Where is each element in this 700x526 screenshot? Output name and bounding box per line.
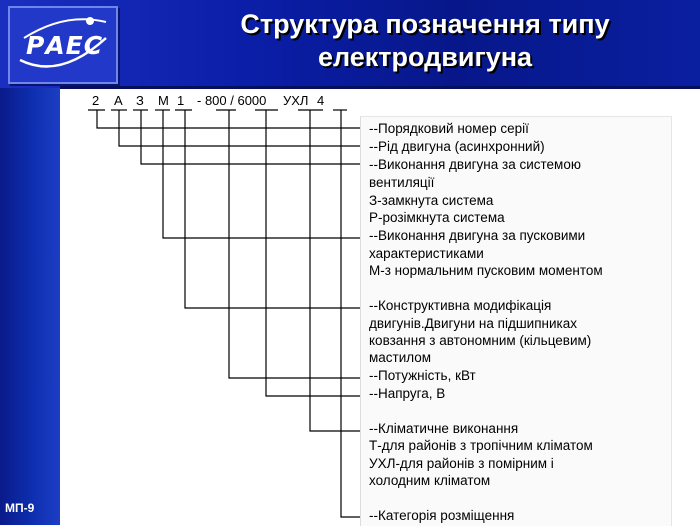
title-line-1: Структура позначення типу bbox=[240, 9, 610, 39]
connector-start bbox=[163, 110, 360, 238]
desc-series: --Порядковий номер серії bbox=[369, 121, 529, 136]
code-part-series: 2 bbox=[92, 93, 100, 108]
desc-modification-cont2: ковзання з автономним (кільцевим) bbox=[369, 333, 592, 348]
desc-type: --Рід двигуна (асинхронний) bbox=[369, 139, 545, 154]
connector-climate bbox=[310, 110, 360, 431]
desc-modification: --Конструктивна модифікація bbox=[369, 298, 552, 313]
code-part-power-voltage: - 800 / 6000 bbox=[197, 93, 267, 108]
code-part-type: А bbox=[114, 93, 123, 108]
desc-modification-cont3: мастилом bbox=[369, 350, 432, 365]
connector-location bbox=[341, 110, 360, 517]
slide-code: МП-9 bbox=[5, 501, 35, 515]
connector-power bbox=[229, 110, 360, 378]
desc-location: --Категорія розміщення bbox=[369, 508, 515, 523]
desc-ventilation-cont: вентиляції bbox=[369, 175, 435, 190]
code-part-location: 4 bbox=[317, 93, 325, 108]
title-line-2: електродвигуна bbox=[317, 42, 533, 72]
desc-modification-cont1: двигунів.Двигуни на підшипниках bbox=[369, 316, 577, 331]
desc-tropical: Т-для районів з тропічним кліматом bbox=[369, 438, 593, 453]
connector-modification bbox=[185, 110, 360, 308]
desc-ventilation: --Виконання двигуна за системою bbox=[369, 157, 581, 172]
code-part-climate: УХЛ bbox=[283, 93, 309, 108]
code-part-ventilation: З bbox=[136, 93, 144, 108]
desc-climate: --Кліматичне виконання bbox=[369, 421, 519, 436]
desc-temperate: УХЛ-для районів з помірним і bbox=[369, 456, 554, 471]
desc-temperate-cont: холодним кліматом bbox=[369, 473, 491, 488]
desc-voltage: --Напруга, В bbox=[369, 386, 446, 401]
desc-closed-system: З-замкнута система bbox=[369, 193, 494, 208]
desc-open-system: Р-розімкнута система bbox=[369, 210, 505, 225]
code-part-start: М bbox=[158, 93, 169, 108]
desc-starting-cont: характеристиками bbox=[369, 246, 484, 261]
desc-starting: --Виконання двигуна за пусковими bbox=[369, 228, 586, 243]
logo-text: РАЕС bbox=[26, 31, 104, 60]
desc-normal-start: М-з нормальним пусковим моментом bbox=[369, 263, 603, 278]
connector-voltage bbox=[266, 110, 360, 396]
desc-power: --Потужність, кВт bbox=[369, 368, 476, 383]
connector-ventilation bbox=[141, 110, 360, 164]
code-part-modification: 1 bbox=[177, 93, 185, 108]
